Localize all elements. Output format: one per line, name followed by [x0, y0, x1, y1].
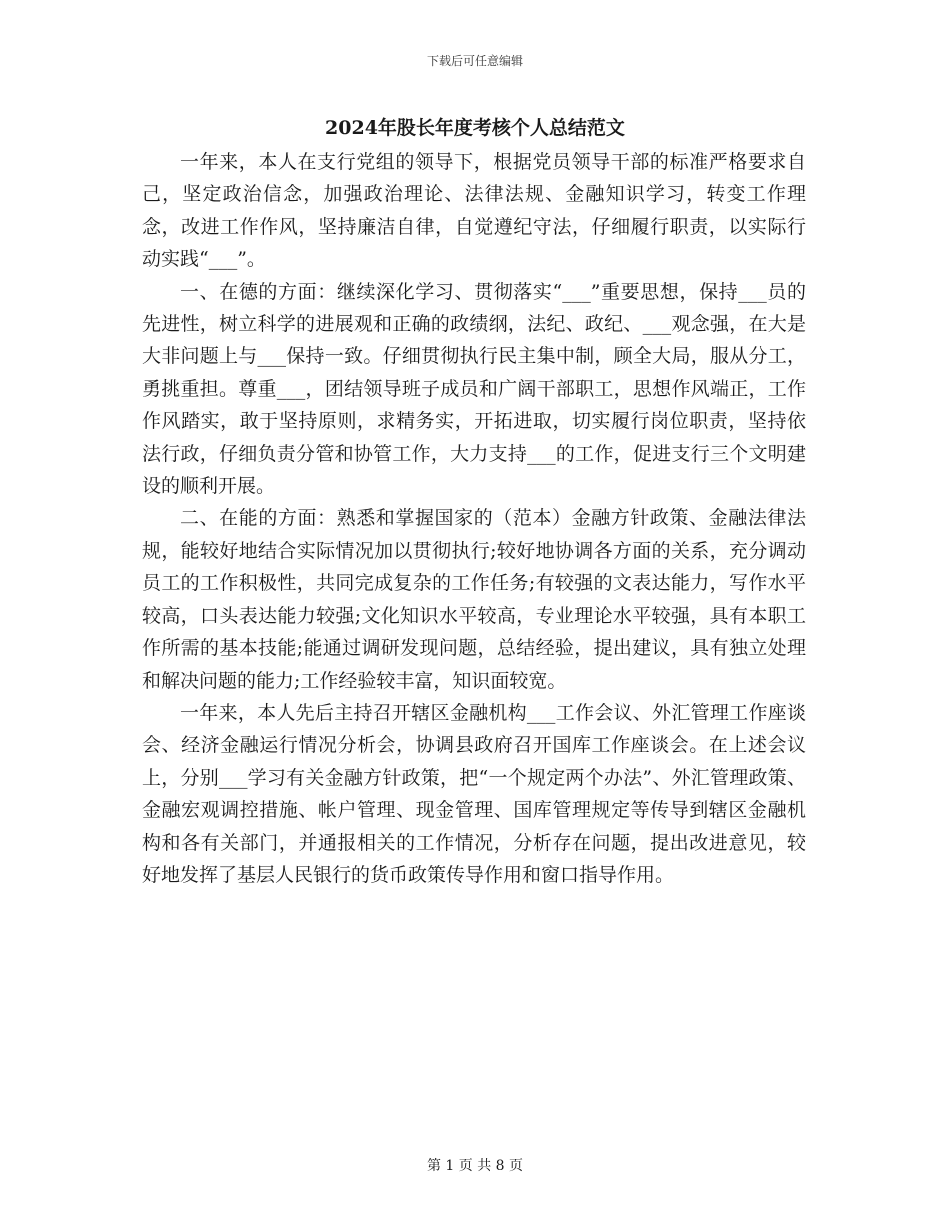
paragraph-intro: 一年来，本人在支行党组的领导下，根据党员领导干部的标准严格要求自己，坚定政治信念，加强政治理论、法律法规、金融知识学习，转变工作理念，改进工作作风，坚持廉洁自律，自觉遵纪守法，仔细履行职责，以实际行动实践“___”。 [142, 151, 806, 271]
paragraph-meetings: 一年来，本人先后主持召开辖区金融机构___工作会议、外汇管理工作座谈会、经济金融运行情况分析会，协调县政府召开国库工作座谈会。在上述会议上，分别___学习有关金融方针政策，把“一个规定两个办法”、外汇管理政策、金融宏观调控措施、帐户管理、现金管理、国库管理规定等传导到辖区金融机构和各有关部门，并通报相关的工作情况，分析存在问题，提出改进意见，较好地发挥了基层人民银行的货币政策传导作用和窗口指导作用。 [142, 701, 806, 886]
paragraph-ability: 二、在能的方面：熟悉和掌握国家的（范本）金融方针政策、金融法律法规，能较好地结合实际情况加以贯彻执行;较好地协调各方面的关系，充分调动员工的工作积极性，共同完成复杂的工作任务;有较强的文表达能力，写作水平较高，口头表达能力较强;文化知识水平较高，专业理论水平较强，具有本职工作所需的基本技能;能通过调研发现问题，总结经验，提出建议，具有独立处理和解决问题的能力;工作经验较丰富，知识面较宽。 [142, 507, 806, 692]
document-title: 2024年股长年度考核个人总结范文 [325, 117, 625, 139]
paragraph-morality: 一、在德的方面：继续深化学习、贯彻落实“___”重要思想，保持___员的先进性，树立科学的进展观和正确的政绩纲，法纪、政纪、___观念强，在大是大非问题上与___保持一致。仔细贯彻执行民主集中制，顾全大局，服从分工，勇挑重担。尊重___，团结领导班子成员和广阔干部职工，思想作风端正，工作作风踏实，敢于坚持原则，求精务实，开拓进取，切实履行岗位职责，坚持依法行政，仔细负责分管和协管工作，大力支持___的工作，促进支行三个文明建设的顺利开展。 [142, 280, 806, 498]
document-body [142, 146, 806, 891]
header-note: 下载后可任意编辑 [426, 54, 523, 68]
page-number: 第 1 页 共 8 页 [426, 1158, 524, 1174]
